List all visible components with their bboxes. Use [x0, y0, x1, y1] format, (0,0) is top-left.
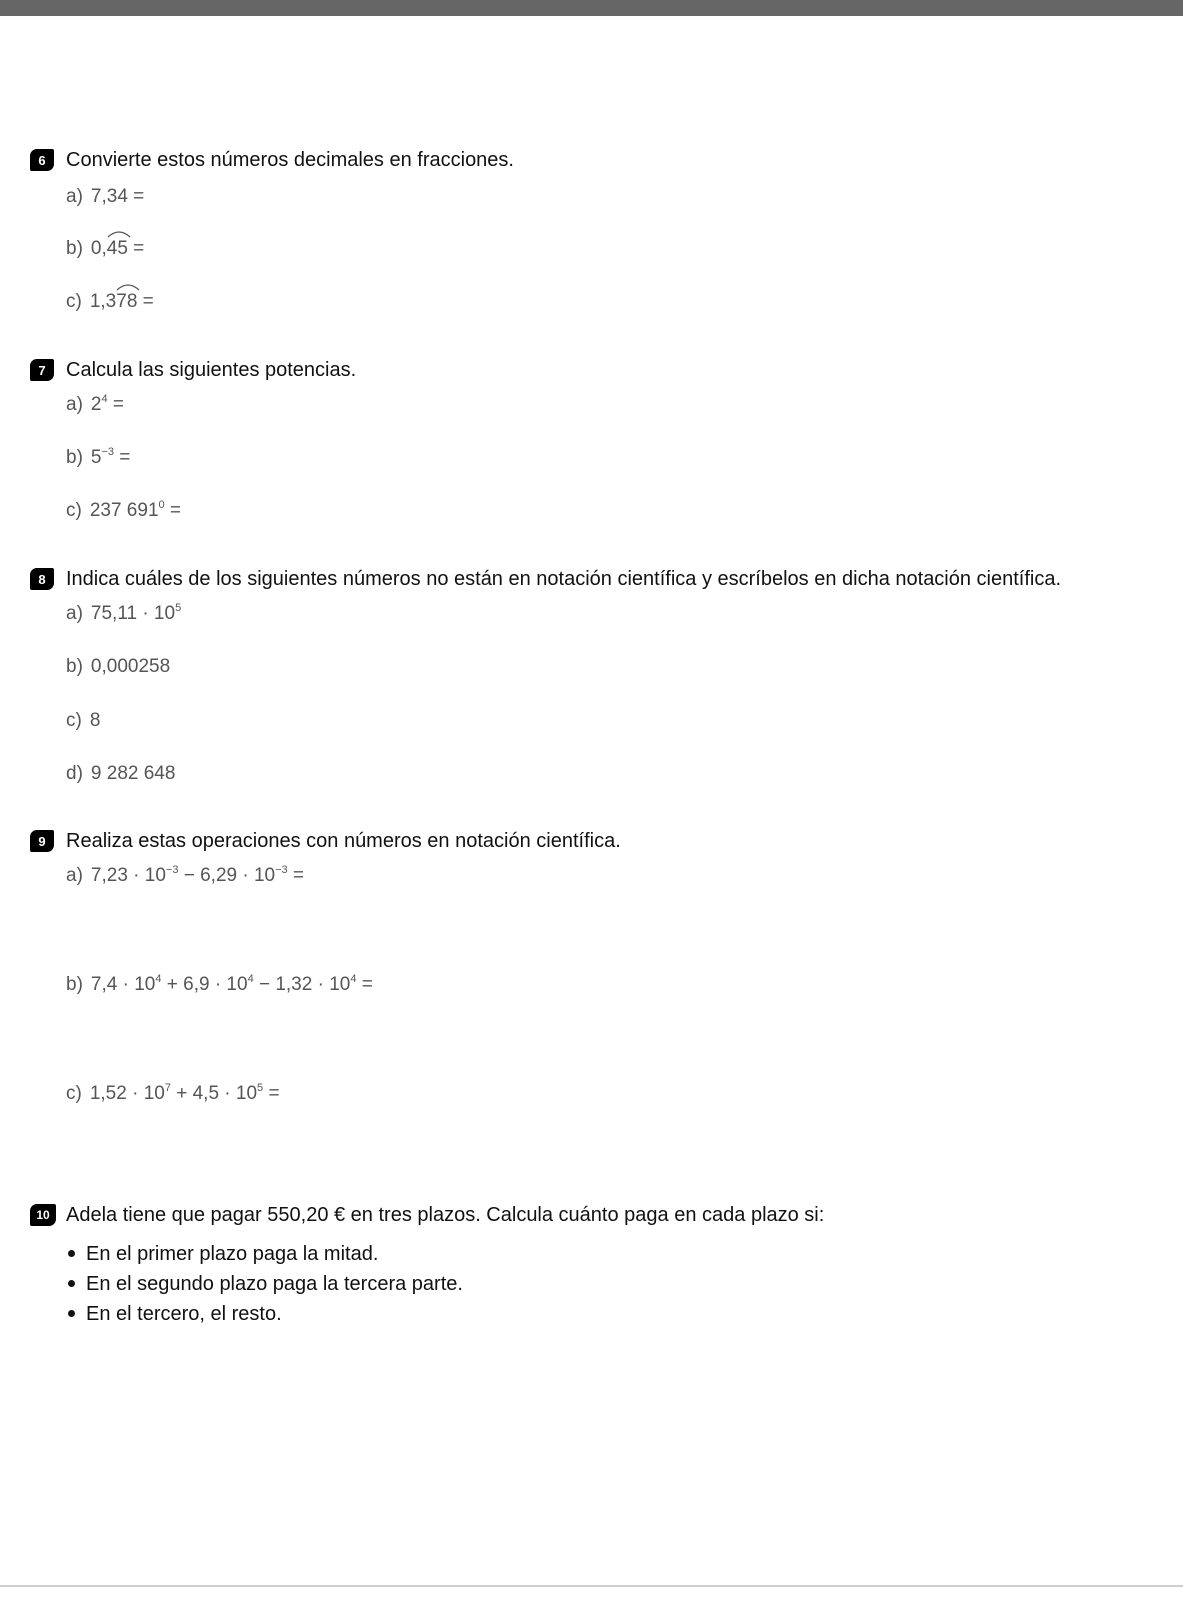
term-exponent: 4	[155, 973, 162, 985]
bullet-list	[66, 1239, 463, 1329]
repeating-arc	[116, 283, 140, 291]
item-expression-suffix: =	[164, 500, 182, 521]
problem-statement: Adela tiene que pagar 550,20 € en tres plazos. Calcula cuánto paga en cada plazo si:	[66, 1203, 825, 1226]
item-7b	[66, 446, 130, 470]
term: 7,23 · 10	[90, 865, 166, 886]
item-expression-suffix: =	[114, 447, 131, 468]
item-9b	[66, 973, 373, 997]
item-expression-suffix: =	[356, 974, 373, 995]
item-label: a)	[66, 394, 83, 415]
item-8d	[66, 762, 175, 786]
term-exponent: 5	[257, 1082, 264, 1094]
item-label: b)	[66, 974, 83, 995]
term-exponent: 7	[164, 1082, 171, 1094]
item-expression-suffix: =	[137, 291, 154, 312]
problem-statement: Realiza estas operaciones con números en notación científica.	[66, 829, 621, 852]
term: 1,52 · 10	[89, 1083, 165, 1104]
item-expression-suffix: =	[127, 238, 145, 259]
item-label: d)	[66, 763, 83, 784]
item-expression-prefix: 0,	[90, 238, 107, 259]
item-label: c)	[66, 1083, 82, 1104]
problem-number-badge: 9	[30, 830, 54, 852]
item-label: b)	[66, 656, 83, 677]
term: + 6,9 · 10	[161, 974, 248, 995]
problem-statement: Calcula las siguientes potencias.	[66, 358, 357, 381]
item-8a	[66, 602, 181, 626]
bullet-item	[66, 1239, 463, 1269]
term-exponent: −3	[165, 864, 179, 876]
item-expression: 0,000258	[90, 656, 171, 677]
problem-statement: Convierte estos números decimales en fracciones.	[66, 148, 514, 171]
item-label: a)	[66, 865, 83, 886]
item-8c	[66, 709, 100, 733]
power-base: 2	[90, 394, 102, 415]
problem-statement: Indica cuáles de los siguientes números no están en notación científica y escríbelos en dicha notación científica.	[66, 567, 1062, 590]
power-base: 237 691	[89, 500, 159, 521]
bullet-text: En el tercero, el resto.	[86, 1303, 282, 1325]
bullet-item	[66, 1269, 463, 1299]
term-exponent: −3	[275, 864, 288, 876]
power-base: 75,11 · 10	[90, 603, 176, 624]
problem-number-badge: 6	[30, 149, 54, 171]
bullet-text: En el primer plazo paga la mitad.	[86, 1243, 379, 1265]
repeating-digits: 78	[116, 290, 137, 314]
bullet-text: En el segundo plazo paga la tercera parte.	[86, 1273, 463, 1295]
power-base: 5	[90, 447, 102, 468]
item-7a	[66, 393, 124, 417]
term: 7,4 · 10	[90, 974, 156, 995]
problem-number-badge: 8	[30, 568, 54, 590]
bullet-item	[66, 1299, 463, 1329]
item-expression: 7,34 =	[90, 186, 145, 207]
item-label: c)	[66, 291, 82, 312]
bullet-dot-icon	[68, 1280, 75, 1287]
item-label: b)	[66, 447, 83, 468]
repeating-digits: 45	[107, 237, 128, 261]
item-6a	[66, 185, 144, 209]
item-expression-suffix: =	[107, 394, 124, 415]
item-8b	[66, 655, 170, 679]
item-6b	[66, 237, 144, 261]
problem-6	[30, 148, 1150, 312]
power-exponent: 0	[158, 499, 165, 511]
power-exponent: 5	[175, 602, 182, 614]
item-expression: 9 282 648	[90, 763, 176, 784]
repeating-arc	[107, 230, 131, 238]
bullet-dot-icon	[68, 1310, 75, 1317]
item-expression: 8	[89, 710, 101, 731]
term: − 1,32 · 10	[253, 974, 351, 995]
item-9a	[66, 864, 304, 888]
item-label: c)	[66, 710, 82, 731]
power-exponent: −3	[101, 446, 115, 458]
item-6c	[66, 290, 154, 314]
item-label: b)	[66, 238, 83, 259]
item-7c	[66, 499, 181, 523]
problem-number-badge: 10	[30, 1204, 56, 1226]
page-top-bar	[0, 0, 1183, 16]
page-bottom-rule	[0, 1585, 1183, 1587]
item-label: a)	[66, 603, 83, 624]
item-expression-suffix: =	[263, 1083, 280, 1104]
problem-number-badge: 7	[30, 359, 54, 381]
term-exponent: 4	[350, 973, 357, 985]
term: + 4,5 · 10	[170, 1083, 258, 1104]
item-label: c)	[66, 500, 82, 521]
problem-7	[30, 358, 1150, 521]
bullet-dot-icon	[68, 1250, 75, 1257]
item-9c	[66, 1082, 280, 1106]
item-label: a)	[66, 186, 83, 207]
power-exponent: 4	[101, 393, 108, 405]
problem-10	[30, 1203, 1150, 1325]
item-expression-suffix: =	[287, 865, 305, 886]
term-exponent: 4	[247, 973, 254, 985]
item-expression-prefix: 1,3	[89, 291, 117, 312]
term: − 6,29 · 10	[178, 865, 276, 886]
